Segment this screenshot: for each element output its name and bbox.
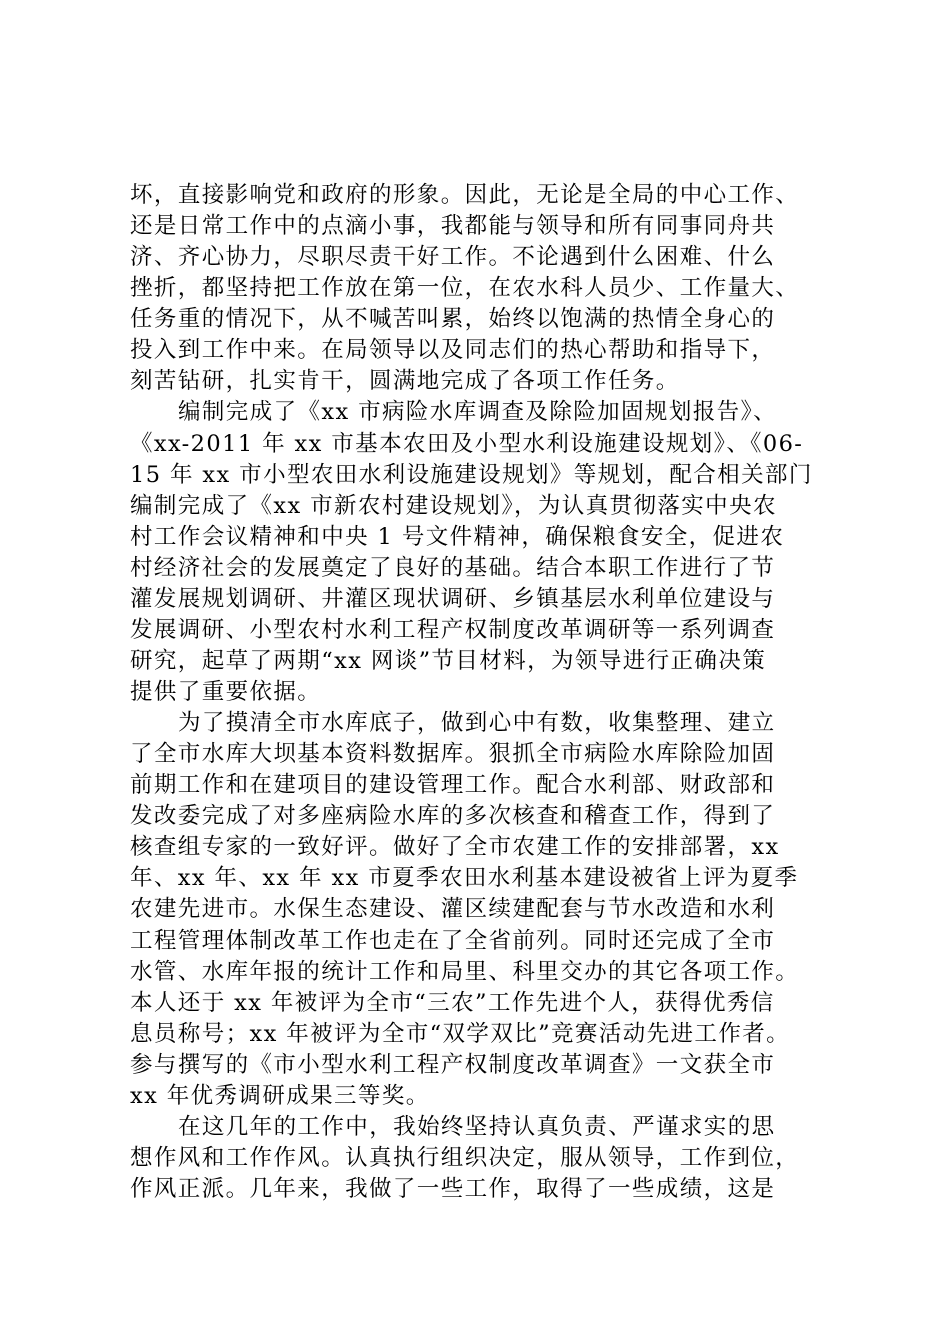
text-line: 工程管理体制改革工作也走在了全省前列。同时还完成了全市 — [130, 927, 776, 954]
text-line: 编制完成了《xx 市新农村建设规划》，为认真贯彻落实中央农 — [130, 492, 777, 519]
text-line: 核查组专家的一致好评。做好了全市农建工作的安排部署，xx — [130, 834, 780, 861]
text-line: 参与撰写的《市小型水利工程产权制度改革调查》一文获全市 — [130, 1051, 776, 1078]
text-line: 刻苦钻研，扎实肯干，圆满地完成了各项工作任务。 — [130, 368, 680, 395]
text-line: 灌发展规划调研、井灌区现状调研、乡镇基层水利单位建设与 — [130, 585, 776, 612]
text-line: 提供了重要依据。 — [130, 679, 322, 705]
text-line: 农建先进市。水保生态建设、灌区续建配套与节水改造和水利 — [130, 896, 776, 923]
text-line: 作风正派。几年来，我做了一些工作，取得了一些成绩，这是 — [130, 1176, 776, 1202]
paragraph-start-line: 在这几年的工作中，我始终坚持认真负责、严谨求实的思 — [178, 1113, 776, 1140]
text-line: 发改委完成了对多座病险水库的多次核查和稽查工作，得到了 — [130, 803, 776, 830]
text-line: 投入到工作中来。在局领导以及同志们的热心帮助和指导下， — [130, 337, 776, 364]
text-line: 息员称号；xx 年被评为全市“双学双比”竞赛活动先进工作者。 — [130, 1020, 791, 1047]
text-line: 坏，直接影响党和政府的形象。因此，无论是全局的中心工作、 — [130, 182, 800, 208]
text-line: 研究，起草了两期“xx 网谈”节目材料，为领导进行正确决策 — [130, 647, 767, 674]
text-line: 15 年 xx 市小型农田水利设施建设规划》等规划，配合相关部门 — [130, 461, 813, 488]
text-line: 任务重的情况下，从不喊苦叫累，始终以饱满的热情全身心的 — [130, 306, 776, 333]
text-line: 想作风和工作作风。认真执行组织决定，服从领导，工作到位， — [130, 1144, 800, 1171]
paragraph-start-line: 为了摸清全市水库底子，做到心中有数，收集整理、建立 — [178, 710, 776, 737]
text-line: 发展调研、小型农村水利工程产权制度改革调研等一系列调查 — [130, 616, 776, 643]
document-page — [130, 0, 830, 1344]
paragraph-start-line: 编制完成了《xx 市病险水库调查及除险加固规划报告》、 — [178, 399, 778, 426]
text-line: 济、齐心协力，尽职尽责干好工作。不论遇到什么困难、什么 — [130, 244, 776, 271]
text-line: 村工作会议精神和中央 1 号文件精神，确保粮食安全，促进农 — [130, 523, 785, 550]
text-line: 村经济社会的发展奠定了良好的基础。结合本职工作进行了节 — [130, 554, 776, 581]
text-line: 挫折，都坚持把工作放在第一位，在农水科人员少、工作量大、 — [130, 275, 800, 302]
text-line: 前期工作和在建项目的建设管理工作。配合水利部、财政部和 — [130, 772, 776, 799]
text-line: 了全市水库大坝基本资料数据库。狠抓全市病险水库除险加固 — [130, 741, 776, 768]
text-line: 本人还于 xx 年被评为全市“三农”工作先进个人，获得优秀信 — [130, 989, 775, 1016]
text-line: 水管、水库年报的统计工作和局里、科里交办的其它各项工作。 — [130, 958, 800, 985]
text-line: 还是日常工作中的点滴小事，我都能与领导和所有同事同舟共 — [130, 213, 776, 240]
text-line: 年、xx 年、xx 年 xx 市夏季农田水利基本建设被省上评为夏季 — [130, 865, 799, 892]
text-line: xx 年优秀调研成果三等奖。 — [130, 1082, 430, 1109]
text-line: 《xx-2011 年 xx 市基本农田及小型水利设施建设规划》、《06- — [130, 430, 804, 457]
